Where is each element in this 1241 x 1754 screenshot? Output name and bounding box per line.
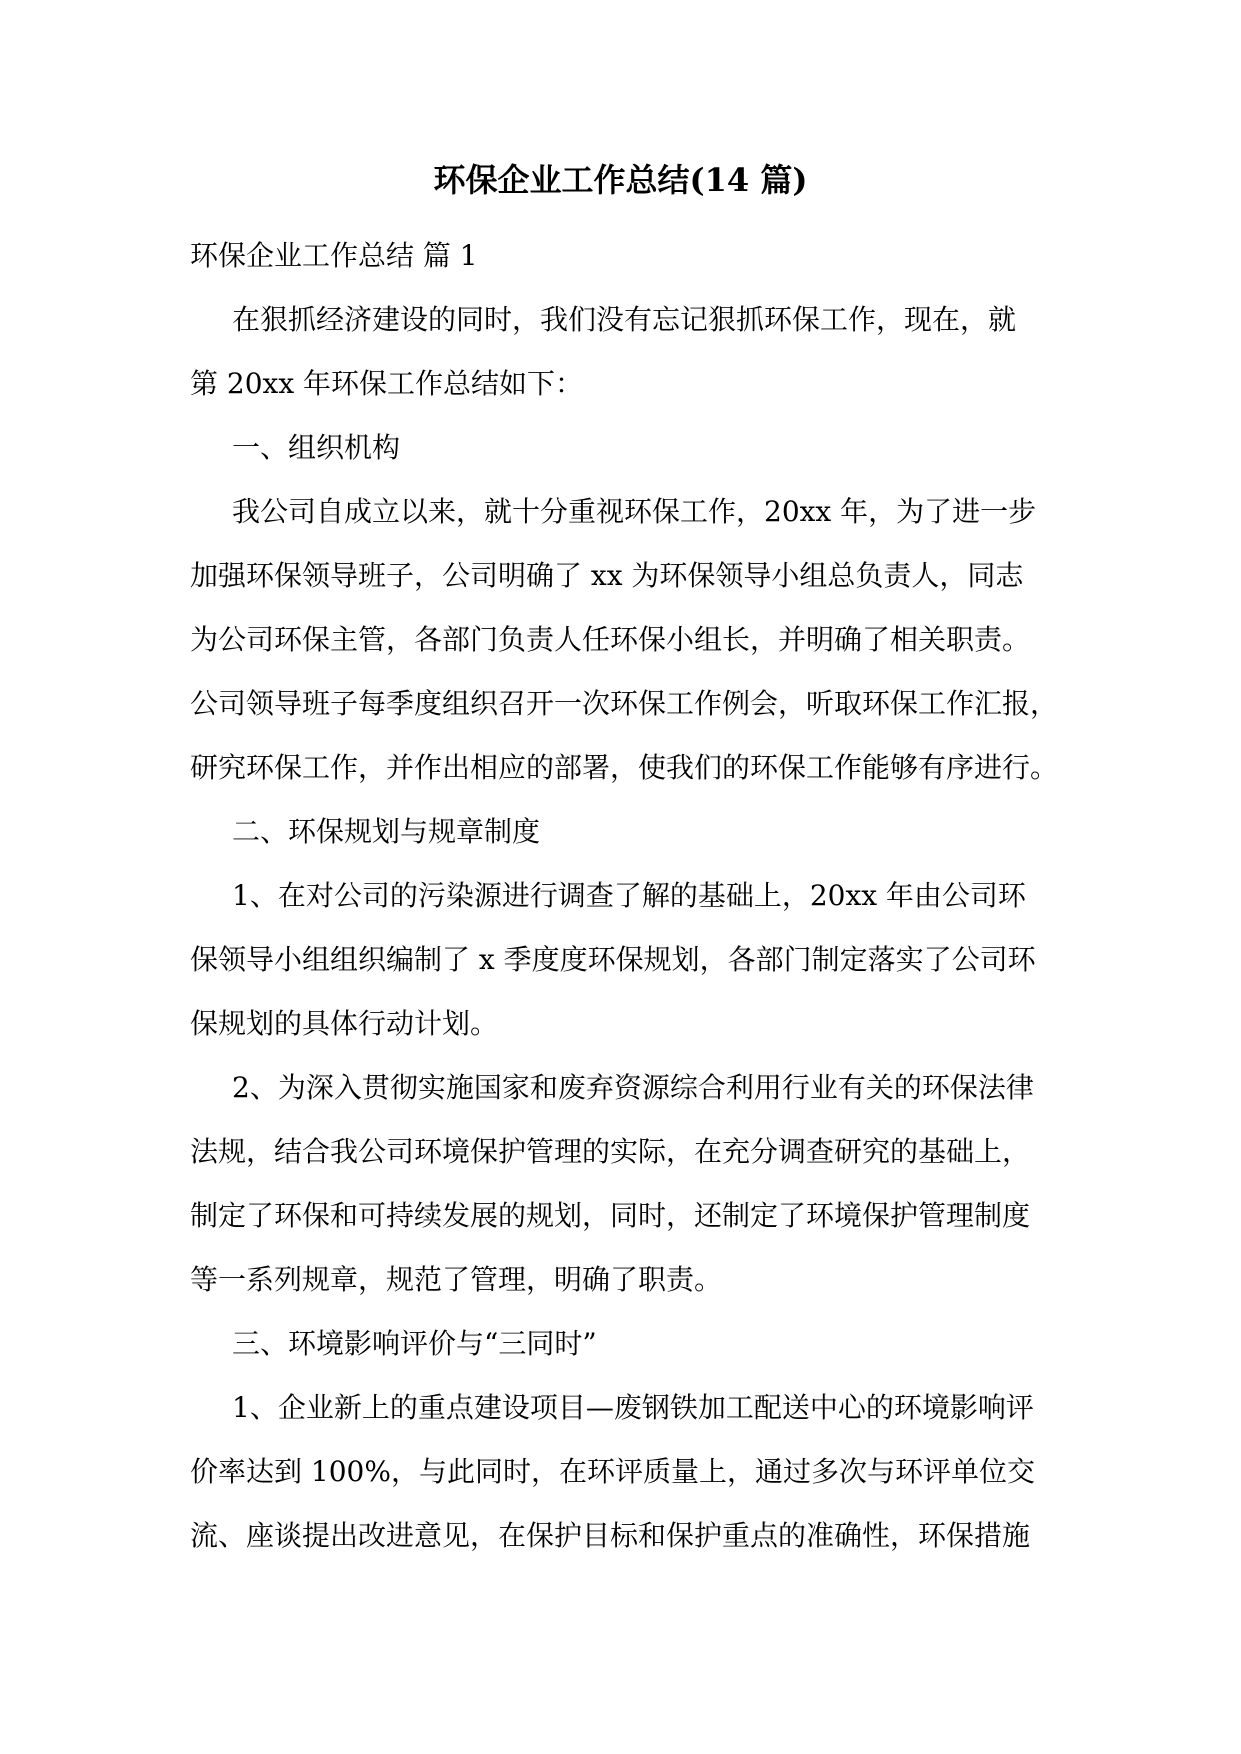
paragraph-line: 制定了环保和可持续发展的规划，同时，还制定了环境保护管理制度 (190, 1199, 1031, 1232)
section-heading: 一、组织机构 (232, 431, 401, 464)
paragraph-line: 1、企业新上的重点建设项目—废钢铁加工配送中心的环境影响评 (232, 1391, 1034, 1424)
paragraph-line: 价率达到 100%，与此同时，在环评质量上，通过多次与环评单位交 (190, 1455, 1035, 1488)
paragraph-line: 保规划的具体行动计划。 (190, 1007, 499, 1040)
paragraph-line: 法规，结合我公司环境保护管理的实际，在充分调查研究的基础上， (190, 1135, 1031, 1168)
paragraph-line: 1、在对公司的污染源进行调查了解的基础上，20xx 年由公司环 (232, 879, 1026, 912)
section-heading: 环保企业工作总结 篇 1 (190, 239, 478, 272)
paragraph-line: 为公司环保主管，各部门负责人任环保小组长，并明确了相关职责。 (190, 623, 1031, 656)
paragraph-line: 流、座谈提出改进意见，在保护目标和保护重点的准确性，环保措施 (190, 1519, 1031, 1552)
section-heading: 二、环保规划与规章制度 (232, 815, 541, 848)
paragraph-line: 等一系列规章，规范了管理，明确了职责。 (190, 1263, 723, 1296)
paragraph-line: 公司领导班子每季度组织召开一次环保工作例会，听取环保工作汇报， (190, 687, 1059, 720)
paragraph-line: 我公司自成立以来，就十分重视环保工作，20xx 年，为了进一步 (232, 495, 1037, 528)
paragraph-line: 在狠抓经济建设的同时，我们没有忘记狠抓环保工作，现在，就 (232, 303, 1017, 336)
paragraph-line: 研究环保工作，并作出相应的部署，使我们的环保工作能够有序进行。 (190, 751, 1059, 784)
section-heading: 三、环境影响评价与“三同时” (232, 1327, 597, 1360)
paragraph-line: 加强环保领导班子，公司明确了 xx 为环保领导小组总负责人，同志 (190, 559, 1024, 592)
document-title: 环保企业工作总结(14 篇) (433, 161, 808, 199)
paragraph-line: 第 20xx 年环保工作总结如下： (190, 367, 584, 400)
paragraph-line: 2、为深入贯彻实施国家和废弃资源综合利用行业有关的环保法律 (232, 1071, 1034, 1104)
paragraph-line: 保领导小组组织编制了 x 季度度环保规划，各部门制定落实了公司环 (190, 943, 1036, 976)
